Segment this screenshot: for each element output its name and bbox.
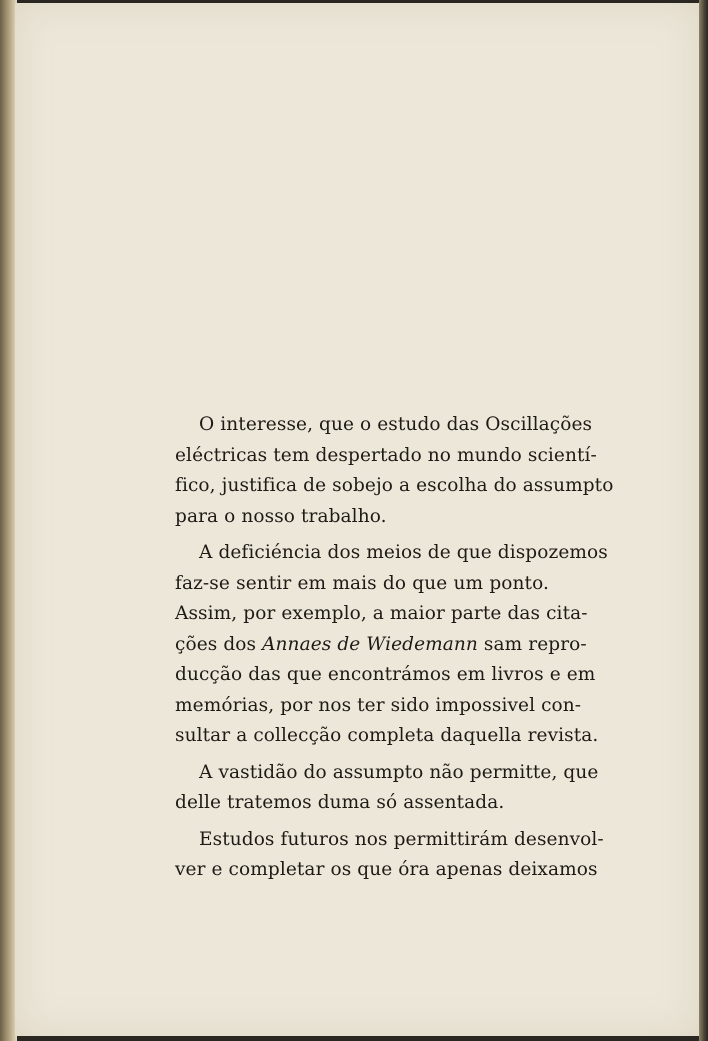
text-line: ducção das que encontrámos em livros e em xyxy=(175,664,596,685)
text-line: A deficiéncia dos meios de que dispozemos xyxy=(199,542,608,563)
text-line: para o nosso trabalho. xyxy=(175,505,387,527)
text-line: eléctricas tem despertado no mundo scientí- xyxy=(175,444,597,466)
paragraph-1 xyxy=(151,410,614,532)
text-line: A vastidão do assumpto não permitte, que xyxy=(199,761,599,783)
text-line: sultar a collecção completa daquella revista. xyxy=(175,725,599,746)
text-line-with-citation xyxy=(151,630,587,661)
text-line: faz-se sentir em mais do que um ponto. xyxy=(175,572,549,594)
journal-title: Annaes de Wiedemann xyxy=(262,633,478,655)
page-right-edge xyxy=(699,0,708,1041)
text-line: ver e completar os que óra apenas deixamos xyxy=(175,859,598,880)
body-text xyxy=(151,410,614,892)
text-line: fico, justifica de sobejo a escolha do assumpto xyxy=(175,475,614,496)
text-line: delle tratemos duma só assentada. xyxy=(175,792,505,813)
text-line: Estudos futuros nos permittirám desenvol- xyxy=(199,828,604,850)
paragraph-4 xyxy=(151,825,604,886)
text-line: memórias, por nos ter sido impossivel con- xyxy=(175,694,582,716)
paragraph-2 xyxy=(151,538,608,752)
text-line: Assim, por exemplo, a maior parte das cita- xyxy=(175,603,588,624)
text-line: O interesse, que o estudo das Oscillações xyxy=(199,414,593,435)
text-fragment: sam repro- xyxy=(477,633,587,655)
text-fragment: ções dos xyxy=(175,633,263,655)
paragraph-3 xyxy=(151,758,599,819)
